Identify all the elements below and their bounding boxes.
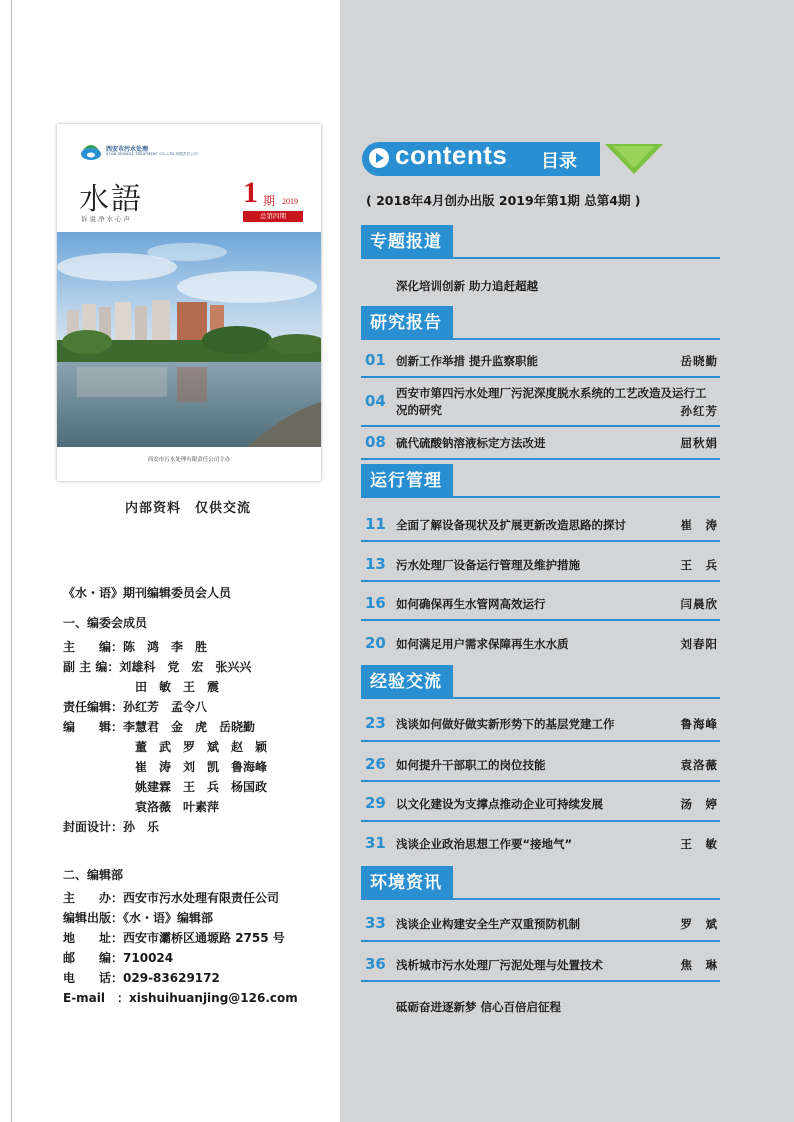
play-arrow-icon [376, 153, 384, 163]
toc-entry[interactable] [361, 789, 720, 817]
toc-title: 硫代硫酸钠溶液标定方法改进 [396, 436, 546, 450]
toc-page: 31 [365, 834, 386, 852]
section-rule [453, 257, 720, 259]
section-rule [453, 496, 720, 498]
section-header: 专题报道 [361, 225, 453, 259]
staff-section-office: 二、编辑部 [63, 868, 124, 882]
toc-entry[interactable] [361, 510, 720, 538]
staff-heading: 《水・语》期刊编辑委员会人员 [63, 586, 232, 600]
toc-author: 屈秋娟 [680, 436, 718, 450]
office-row: 地 址：西安市灞桥区通塬路 2755 号 [63, 931, 285, 945]
toc-title: 深化培训创新 助力追赶超越 [396, 279, 539, 293]
toc-page: 04 [365, 392, 386, 410]
issue-unit: 期 [263, 194, 276, 208]
office-row: 编辑出版：《水・语》编辑部 [63, 911, 214, 925]
section-header: 经验交流 [361, 665, 453, 699]
entry-rule [361, 619, 720, 621]
toc-title: 浅谈如何做好做实新形势下的基层党建工作 [396, 717, 615, 731]
margin-line [11, 0, 12, 1122]
issue-total-badge: 总第四期 [243, 211, 303, 222]
toc-entry[interactable] [361, 346, 720, 374]
cover-title: 水語 [79, 182, 143, 217]
toc-entry[interactable] [361, 829, 720, 857]
toc-title: 污水处理厂设备运行管理及维护措施 [396, 558, 580, 572]
office-row-email: E-mail ：xishuihuanjing@126.com [63, 991, 298, 1005]
entry-rule [361, 540, 720, 542]
toc-author: 王 兵 [680, 558, 718, 572]
cover-photo-lake-city [57, 232, 321, 447]
section-header: 环境资讯 [361, 866, 453, 900]
staff-row: 主 编：陈 鸿 李 胜 [63, 640, 208, 654]
issue-number: 1 [243, 176, 258, 209]
toc-title: 浅谈企业构建安全生产双重预防机制 [396, 917, 580, 931]
toc-author: 刘春阳 [680, 637, 718, 651]
toc-entry[interactable] [361, 750, 720, 778]
edition-info: ( 2018年4月创办出版 2019年第1期 总第4期 ) [366, 193, 641, 208]
toc-page: 20 [365, 634, 386, 652]
logo-text-cn: 西安市污水处理 [106, 146, 149, 153]
toc-page: 26 [365, 755, 386, 773]
office-row: 主 办：西安市污水处理有限责任公司 [63, 891, 280, 905]
toc-page: 36 [365, 955, 386, 973]
logo-text-en: XI'AN SEWAGE TREATMENT CO.,LTD 有限责任公司 [106, 152, 198, 156]
toc-author: 汤 婷 [680, 797, 718, 811]
magazine-cover [57, 124, 321, 481]
entry-rule [361, 458, 720, 460]
toc-title: 创新工作举措 提升监察职能 [396, 354, 539, 368]
office-row: 电 话：029-83629172 [63, 971, 220, 985]
staff-row: 董 武 罗 斌 赵 颖 [135, 740, 268, 754]
toc-title: 如何提升干部职工的岗位技能 [396, 758, 546, 772]
entry-rule [361, 376, 720, 378]
office-row: 邮 编：710024 [63, 951, 174, 965]
water-drop-logo-icon [80, 142, 102, 162]
cover-footer: 西安市污水处理有限责任公司主办 [147, 457, 231, 463]
toc-author: 岳晓勤 [680, 354, 718, 368]
left-panel [0, 0, 340, 1122]
toc-entry[interactable] [361, 428, 720, 456]
toc-title: 西安市第四污水处理厂污泥深度脱水系统的工艺改造及运行工况的研究 [396, 386, 707, 417]
contents-title-cn: 目录 [541, 151, 577, 172]
toc-author: 罗 斌 [680, 917, 718, 931]
toc-title: 砥砺奋进逐新梦 信心百倍启征程 [396, 1000, 562, 1014]
toc-author: 闫晨欣 [680, 597, 718, 611]
staff-row: 袁洛薇 叶素萍 [135, 800, 220, 814]
staff-row: 副 主 编：刘雄科 党 宏 张兴兴 [63, 660, 252, 674]
staff-row: 编 辑：李慧君 金 虎 岳晓勤 [63, 720, 256, 734]
section-rule [453, 338, 720, 340]
contents-title: contents [395, 140, 508, 170]
section-header: 研究报告 [361, 306, 453, 340]
section-header: 运行管理 [361, 464, 453, 498]
toc-page: 29 [365, 794, 386, 812]
entry-rule [361, 425, 720, 427]
section-rule [453, 697, 720, 699]
staff-row: 封面设计：孙 乐 [63, 820, 160, 834]
entry-rule [361, 780, 720, 782]
entry-rule [361, 740, 720, 742]
toc-author: 袁洛薇 [680, 758, 718, 772]
entry-rule [361, 580, 720, 582]
staff-section-committee: 一、编委会成员 [63, 616, 148, 630]
internal-note: 内部资料 仅供交流 [124, 501, 251, 516]
toc-author: 孙红芳 [680, 404, 718, 418]
toc-title: 全面了解设备现状及扩展更新改造思路的探讨 [396, 518, 626, 532]
entry-rule [361, 980, 720, 982]
toc-entry[interactable] [361, 709, 720, 737]
cover-subtitle: 诉说净水心声 [81, 215, 132, 223]
banner-arrow-icon [585, 142, 665, 176]
toc-title: 浅析城市污水处理厂污泥处理与处置技术 [396, 958, 603, 972]
toc-author: 崔 涛 [680, 518, 718, 532]
toc-author: 王 敏 [680, 837, 718, 851]
toc-page: 08 [365, 433, 386, 451]
toc-entry[interactable] [361, 386, 720, 422]
toc-page: 11 [365, 515, 386, 533]
toc-title: 如何满足用户需求保障再生水水质 [396, 637, 569, 651]
toc-entry[interactable] [361, 550, 720, 578]
entry-rule [361, 940, 720, 942]
toc-entry[interactable] [361, 271, 720, 299]
toc-page: 01 [365, 351, 386, 369]
issue-year: 2019 [282, 197, 298, 206]
toc-entry[interactable] [361, 629, 720, 657]
toc-title: 如何确保再生水管网高效运行 [396, 597, 546, 611]
toc-title: 浅谈企业政治思想工作要“接地气” [396, 837, 573, 851]
staff-row: 姚建霖 王 兵 杨国政 [135, 780, 268, 794]
toc-page: 16 [365, 594, 386, 612]
toc-page: 33 [365, 914, 386, 932]
staff-row: 田 敏 王 震 [135, 680, 220, 694]
toc-entry[interactable] [361, 950, 720, 978]
entry-rule [361, 820, 720, 822]
toc-page: 13 [365, 555, 386, 573]
toc-entry[interactable] [361, 589, 720, 617]
staff-row: 责任编辑：孙红芳 孟令八 [63, 700, 208, 714]
staff-row: 崔 涛 刘 凯 鲁海峰 [135, 760, 268, 774]
toc-title: 以文化建设为支撑点推动企业可持续发展 [396, 797, 603, 811]
toc-page: 23 [365, 714, 386, 732]
toc-entry[interactable] [361, 909, 720, 937]
section-rule [453, 898, 720, 900]
toc-author: 鲁海峰 [680, 717, 718, 731]
toc-entry[interactable] [361, 992, 720, 1020]
toc-author: 焦 琳 [680, 958, 718, 972]
